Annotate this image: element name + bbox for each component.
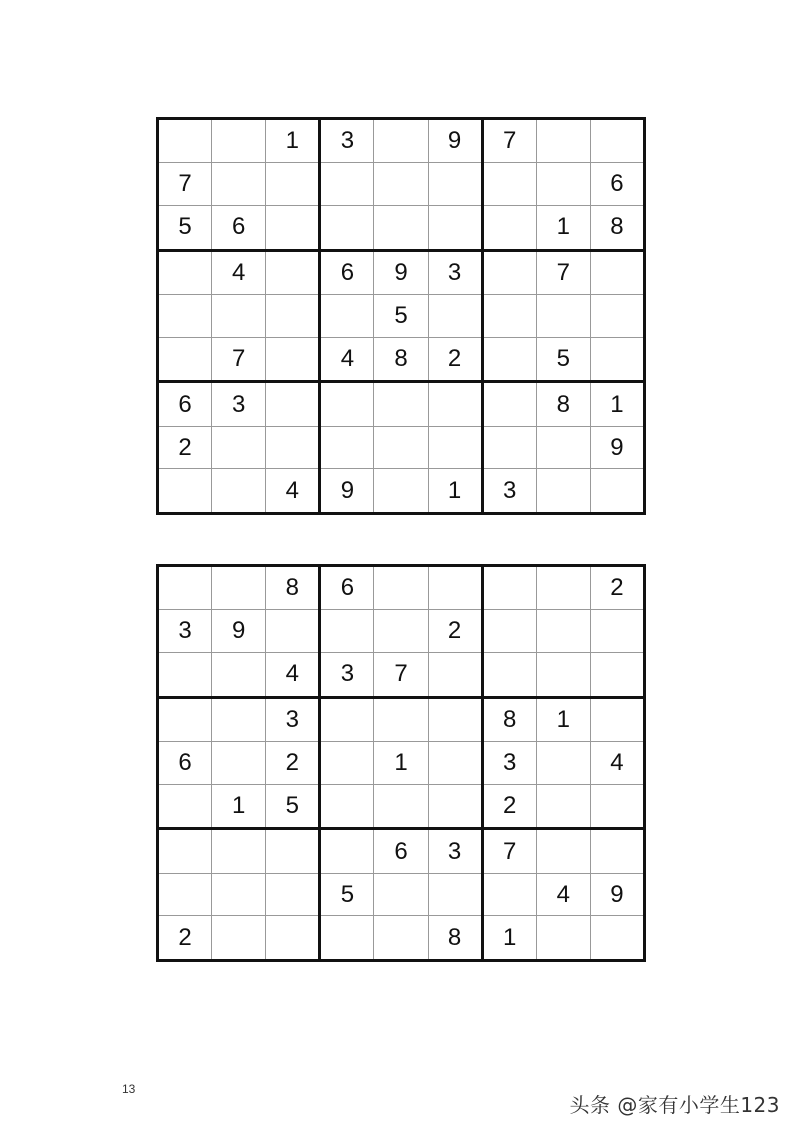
sudoku-cell[interactable] [536,784,590,828]
sudoku-cell[interactable] [590,916,644,961]
sudoku-cell[interactable] [158,469,212,514]
board-row [158,697,645,741]
sudoku-cell[interactable]: 7 [482,829,536,873]
sudoku-cell[interactable]: 9 [590,426,644,469]
sudoku-cell[interactable]: 6 [212,206,266,250]
sudoku-cell[interactable]: 6 [590,163,644,206]
sudoku-cell[interactable]: 6 [320,566,374,610]
sudoku-cell[interactable] [428,382,482,426]
sudoku-cell[interactable]: 1 [428,469,482,514]
board-row [158,119,645,163]
sudoku-cell[interactable] [374,873,428,916]
sudoku-cell[interactable] [158,250,212,294]
sudoku-cell[interactable]: 2 [428,337,482,381]
sudoku-cell[interactable] [536,566,590,610]
sudoku-cell[interactable]: 3 [428,829,482,873]
sudoku-cell[interactable] [266,916,320,961]
board-row [158,873,645,916]
board-row [158,206,645,250]
sudoku-cell[interactable] [158,119,212,163]
sudoku-cell[interactable] [212,742,266,785]
sudoku-cell[interactable]: 2 [590,566,644,610]
sudoku-cell[interactable] [590,337,644,381]
board-row [158,250,645,294]
sudoku-cell[interactable]: 9 [212,610,266,653]
sudoku-cell[interactable] [536,163,590,206]
sudoku-cell[interactable] [158,829,212,873]
sudoku-cell[interactable] [374,610,428,653]
page-number: 13 [122,1082,136,1096]
sudoku-cell[interactable] [428,566,482,610]
sudoku-cell[interactable] [266,295,320,338]
sudoku-cell[interactable] [212,697,266,741]
sudoku-cell[interactable] [428,163,482,206]
sudoku-cell[interactable] [428,426,482,469]
sudoku-cell[interactable] [320,784,374,828]
sudoku-cell[interactable] [482,295,536,338]
sudoku-cell[interactable] [536,610,590,653]
sudoku-cell[interactable] [320,697,374,741]
sudoku-cell[interactable] [590,295,644,338]
sudoku-board-2 [156,564,646,962]
sudoku-cell[interactable]: 5 [266,784,320,828]
sudoku-cell[interactable] [320,206,374,250]
sudoku-cell[interactable] [212,469,266,514]
sudoku-cell[interactable] [374,469,428,514]
sudoku-cell[interactable] [320,426,374,469]
sudoku-cell[interactable] [590,784,644,828]
sudoku-cell[interactable]: 1 [266,119,320,163]
sudoku-cell[interactable] [428,206,482,250]
sudoku-cell[interactable]: 5 [158,206,212,250]
sudoku-cell[interactable]: 7 [212,337,266,381]
sudoku-cell[interactable] [266,426,320,469]
sudoku-cell[interactable] [158,566,212,610]
sudoku-cell[interactable] [212,653,266,697]
sudoku-cell[interactable] [482,382,536,426]
sudoku-cell[interactable]: 9 [428,119,482,163]
sudoku-cell[interactable]: 8 [482,697,536,741]
sudoku-cell[interactable] [428,653,482,697]
sudoku-cell[interactable]: 3 [320,119,374,163]
sudoku-cell[interactable] [374,206,428,250]
sudoku-cell[interactable] [536,916,590,961]
sudoku-cell[interactable] [482,426,536,469]
sudoku-cell[interactable]: 6 [374,829,428,873]
sudoku-cell[interactable] [158,697,212,741]
sudoku-cell[interactable]: 8 [374,337,428,381]
sudoku-cell[interactable] [536,742,590,785]
sudoku-cell[interactable] [428,742,482,785]
sudoku-cell[interactable]: 6 [320,250,374,294]
board-row [158,337,645,381]
sudoku-cell[interactable]: 2 [428,610,482,653]
sudoku-cell[interactable]: 1 [590,382,644,426]
sudoku-cell[interactable] [212,873,266,916]
board-row [158,653,645,697]
sudoku-cell[interactable] [266,337,320,381]
sudoku-cell[interactable]: 7 [482,119,536,163]
sudoku-cell[interactable] [590,250,644,294]
sudoku-cell[interactable] [212,829,266,873]
sudoku-cell[interactable]: 2 [158,916,212,961]
sudoku-cell[interactable] [482,566,536,610]
sudoku-cell[interactable]: 3 [482,469,536,514]
sudoku-cell[interactable]: 4 [320,337,374,381]
sudoku-cell[interactable] [320,382,374,426]
board-row [158,382,645,426]
sudoku-cell[interactable] [374,916,428,961]
sudoku-cell[interactable]: 2 [482,784,536,828]
sudoku-cell[interactable]: 9 [320,469,374,514]
sudoku-cell[interactable]: 2 [158,426,212,469]
sudoku-cell[interactable] [536,829,590,873]
sudoku-cell[interactable] [320,916,374,961]
sudoku-cell[interactable] [266,873,320,916]
sudoku-cell[interactable]: 1 [536,206,590,250]
sudoku-cell[interactable]: 7 [374,653,428,697]
sudoku-cell[interactable]: 8 [266,566,320,610]
sudoku-cell[interactable]: 3 [428,250,482,294]
sudoku-cell[interactable] [374,163,428,206]
sudoku-cell[interactable]: 2 [266,742,320,785]
sudoku-cell[interactable] [374,382,428,426]
sudoku-cell[interactable]: 5 [536,337,590,381]
sudoku-cell[interactable]: 5 [374,295,428,338]
board-row [158,916,645,961]
sudoku-cell[interactable] [536,119,590,163]
sudoku-cell[interactable] [482,250,536,294]
sudoku-cell[interactable] [374,426,428,469]
sudoku-cell[interactable]: 3 [482,742,536,785]
sudoku-cell[interactable]: 1 [536,697,590,741]
sudoku-cell[interactable]: 7 [536,250,590,294]
sudoku-cell[interactable] [590,829,644,873]
sudoku-cell[interactable]: 4 [536,873,590,916]
sudoku-cell[interactable]: 4 [212,250,266,294]
sudoku-cell[interactable] [212,916,266,961]
sudoku-cell[interactable]: 7 [158,163,212,206]
sudoku-cell[interactable] [266,206,320,250]
sudoku-cell[interactable]: 3 [320,653,374,697]
sudoku-cell[interactable]: 6 [158,742,212,785]
sudoku-cell[interactable] [266,163,320,206]
sudoku-cell[interactable] [266,250,320,294]
sudoku-cell[interactable]: 4 [590,742,644,785]
sudoku-cell[interactable]: 1 [482,916,536,961]
board-row [158,163,645,206]
sudoku-cell[interactable]: 9 [590,873,644,916]
sudoku-cell[interactable] [482,653,536,697]
sudoku-cell[interactable] [212,119,266,163]
sudoku-cell[interactable] [536,426,590,469]
sudoku-cell[interactable] [320,610,374,653]
sudoku-cell[interactable] [320,163,374,206]
board-row [158,742,645,785]
sudoku-cell[interactable]: 6 [158,382,212,426]
sudoku-cell[interactable]: 5 [320,873,374,916]
sudoku-cell[interactable]: 3 [212,382,266,426]
sudoku-cell[interactable]: 4 [266,653,320,697]
sudoku-cell[interactable]: 9 [374,250,428,294]
sudoku-cell[interactable] [428,295,482,338]
sudoku-cell[interactable] [320,295,374,338]
sudoku-cell[interactable] [536,469,590,514]
board-row [158,610,645,653]
sudoku-cell[interactable] [320,829,374,873]
sudoku-cell[interactable] [590,469,644,514]
sudoku-cell[interactable] [482,873,536,916]
sudoku-cell[interactable] [536,295,590,338]
sudoku-cell[interactable] [590,697,644,741]
sudoku-cell[interactable] [374,566,428,610]
sudoku-cell[interactable] [320,742,374,785]
sudoku-cell[interactable]: 3 [266,697,320,741]
sudoku-cell[interactable]: 4 [266,469,320,514]
sudoku-cell[interactable] [158,295,212,338]
board-row [158,426,645,469]
board-row [158,829,645,873]
sudoku-cell[interactable] [374,697,428,741]
sudoku-cell[interactable] [266,382,320,426]
sudoku-cell[interactable] [482,206,536,250]
board-row [158,566,645,610]
sudoku-cell[interactable] [266,829,320,873]
sudoku-cell[interactable] [482,337,536,381]
sudoku-cell[interactable] [212,426,266,469]
sudoku-cell[interactable] [212,163,266,206]
sudoku-cell[interactable] [428,697,482,741]
sudoku-board-1 [156,117,646,515]
sudoku-cell[interactable] [158,873,212,916]
sudoku-cell[interactable] [158,337,212,381]
sudoku-cell[interactable] [536,653,590,697]
sudoku-cell[interactable] [212,566,266,610]
sudoku-cell[interactable] [158,784,212,828]
sudoku-cell[interactable] [590,653,644,697]
sudoku-cell[interactable] [212,295,266,338]
sudoku-cell[interactable] [590,610,644,653]
sudoku-cell[interactable] [266,610,320,653]
sudoku-cell[interactable]: 3 [158,610,212,653]
sudoku-cell[interactable]: 8 [590,206,644,250]
sudoku-cell[interactable] [482,610,536,653]
watermark: 头条 @家有小学生123 [569,1093,780,1117]
sudoku-cell[interactable]: 1 [374,742,428,785]
sudoku-cell[interactable] [590,119,644,163]
sudoku-cell[interactable] [158,653,212,697]
sudoku-cell[interactable] [374,784,428,828]
sudoku-cell[interactable]: 8 [428,916,482,961]
board-row [158,784,645,828]
sudoku-cell[interactable]: 1 [212,784,266,828]
sudoku-cell[interactable] [374,119,428,163]
board-row [158,295,645,338]
sudoku-cell[interactable] [482,163,536,206]
sudoku-cell[interactable]: 8 [536,382,590,426]
sudoku-cell[interactable] [428,873,482,916]
board-row [158,469,645,514]
sudoku-cell[interactable] [428,784,482,828]
